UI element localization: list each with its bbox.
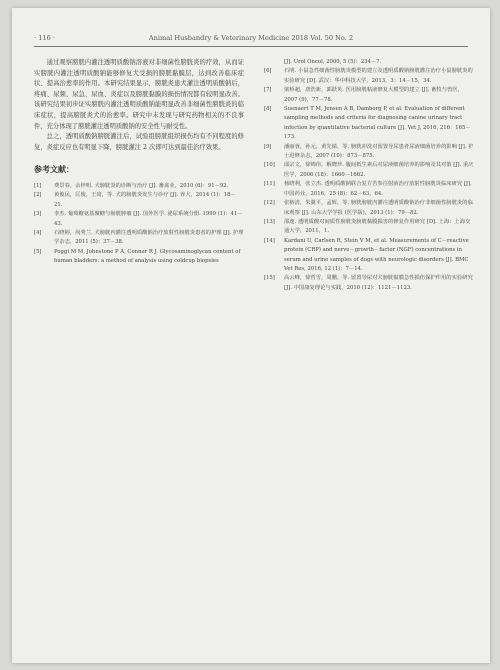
- page-number: · 116 ·: [34, 34, 55, 42]
- reference-item: [34, 191, 244, 210]
- reference-item: [264, 67, 474, 86]
- reference-text: Kardani U, Carlsen R, Stein V M, et al. Measurements of C－reactive protein (CRP) and nerve－growth－factor (NGF) concentrations in serum and urine samples of dogs with neurologic disorders [J]. BMC Vet Res, 2016, 12 (1)：7－14.: [284, 237, 469, 272]
- reference-text: 潘丽蓉，孙元，黄先婧，等. 膀胱冲洗对留置导尿患者尿液细菌培养的影响 [J]. 护士进修杂志，2007 (10)：873－875.: [284, 143, 474, 160]
- reference-text: 邱宗文，徐锦伟，解晓珍. 腹间抵生素后对尿液细菌培养的影响及其对策 [J]. 重庆医学，2006 (18)：1660－1662.: [284, 162, 474, 178]
- reference-number: [15]: [264, 275, 275, 282]
- reference-text: 张榕清，朱翼平，孟辉，等. 膀胱膀胱内灌注透明质酸钠治疗非细菌性膀胱炎的临床观察 [J]. 山东大学学报 (医学版)，2013 (1)：79－82.: [284, 200, 473, 216]
- reference-number: [8]: [264, 106, 272, 113]
- reference-item: [34, 248, 244, 267]
- journal-title: Animal Husbandry & Veterinary Medicine 2018 Vol. 50 No. 2: [148, 34, 354, 42]
- reference-list-left: [34, 182, 244, 267]
- reference-item: [34, 210, 244, 229]
- reference-item: [264, 218, 474, 237]
- body-paragraph: 通过观察膀胱内灌注透明质酸钠溶液对非细菌性膀胱炎的疗效，从而证实膀胱内灌注透明质酸钠能够修复犬受损的膀胱黏膜层，达到改善临床症状、提高治愈率的作用。本研究结果显示，膀胱炎患犬灌注透明质酸钠后，疼痛、尿频、尿急、尿血、炎症以及膀胱黏膜的损伤情况都有较明显改善。该研究结果初步证实膀胱内灌注透明质酸钠能明显改善非细菌性膀胱炎的临床症状，提高膀胱炎犬的治愈率。研究中未发现与研究药物相关的不良事件，充分体现了膀胱灌注透明质酸钠的安全性与耐受性。: [34, 59, 244, 130]
- reference-text: 石晓婷，尚秀兰. 犬膀胱内灌注透明质酸钠治疗放射性膀胱炎患者的护理 [J]. 护理学杂志，2011 (5)：37－38.: [54, 229, 244, 246]
- reference-item: [264, 180, 474, 199]
- reference-number: [12]: [264, 200, 275, 207]
- reference-number: [1]: [34, 182, 42, 189]
- reference-item: [34, 229, 244, 248]
- reference-list-right: [264, 58, 474, 293]
- reference-text: Poggi M M, Johnstone P A, Conner R J. Glycosaminoglycan content of human bladders: a method of analysis using coldcup biopsies: [54, 248, 241, 265]
- right-column: [264, 58, 474, 293]
- reference-text: 高云峰，徐哲雪，周鹏，等. 留置导尿对犬膀胱黏膜急性损伤保护作用的实验研究 [J]. 中国康复理论与实践，2010 (12)：1121－1123.: [284, 275, 473, 291]
- reference-number: [5]: [34, 248, 42, 255]
- reference-number: [9]: [264, 143, 272, 150]
- reference-item: [264, 199, 474, 218]
- reference-number: [11]: [264, 181, 275, 188]
- reference-item: [264, 161, 474, 180]
- reference-number: [4]: [34, 229, 42, 236]
- reference-text: Suenaert T M, Jensen A B, Damborg P, et al. Evaluation of different sampling methods and criteria for diagnosing canine urinary tract infection by quantitative bacterial culture [J]. Vet J, 2016, 216：165－173.: [284, 106, 471, 141]
- reference-text: 石明. 小鼠急性细菌性膀胱炎模型的建立及透明质酸钠膀胱灌注治疗小鼠膀胱炎的实验研究 [D]. 武汉：华中科技大学，2013，3：14－15，34.: [284, 68, 473, 84]
- reference-item: [264, 237, 474, 275]
- reference-number: [264, 58, 284, 67]
- running-header: [34, 34, 468, 47]
- left-column: [34, 58, 244, 267]
- reference-text: [J]. Urol Oncol, 2000, 5 (5)：234－7.: [284, 59, 382, 65]
- reference-item: [264, 105, 474, 143]
- reference-number: [3]: [34, 211, 42, 218]
- reference-item: [264, 143, 474, 162]
- reference-item: [264, 58, 474, 67]
- reference-item: [34, 182, 244, 191]
- references-heading: 参考文献：: [34, 165, 74, 175]
- reference-text: 费景春，余梓明. 犬膀胱炎的诊断与治疗 [J]. 畜禽业，2010 (6)：91－92.: [54, 182, 229, 189]
- reference-number: [2]: [34, 192, 42, 199]
- journal-page: [12, 8, 490, 663]
- reference-item: [264, 86, 474, 105]
- reference-number: [6]: [264, 68, 272, 75]
- reference-item: [264, 274, 474, 293]
- reference-number: [7]: [264, 87, 272, 94]
- reference-number: [13]: [264, 218, 275, 225]
- reference-number: [14]: [264, 237, 275, 244]
- reference-text: 杨晓利，张立杰. 透明质酸钠联合复方苦参注射液治疗放射性膀胱炎临床研究 [J]. 中国药业，2016，25 (8)：62－63，64.: [284, 181, 472, 197]
- reference-text: 李杰. 葡萄糖氨基聚糖与膀胱肿瘤 [J]. 国外医学. 泌尿系统分册. 1999 (1)：41－43.: [54, 211, 243, 227]
- reference-number: [10]: [264, 162, 275, 169]
- reference-text: 邵逸. 透明质酸对间质性膀胱炎膀胱黏膜损害的修复作用研究 [D]. 上海：上海交通大学，2011，1.: [284, 218, 471, 235]
- reference-text: 黄俊民，匡俊，王琦，等. 犬的膀胱炎发生与诊疗 [J]. 养犬，2014 (1)：18－21.: [54, 192, 236, 208]
- reference-text: 梁桥超，唐浩新，郭跃英. 医用膀胱粘液修复大模型的建立 [J]. 畜牧与兽医，2007 (9)，77－78.: [284, 87, 463, 103]
- body-paragraph: 总之，透明质酸钠膀胱灌注后，试验组膀胱组织损伤均有不同程度的修复，炎症反应也有明显下降，膀胱灌注 2 次即可达到最佳治疗效果。: [34, 133, 244, 151]
